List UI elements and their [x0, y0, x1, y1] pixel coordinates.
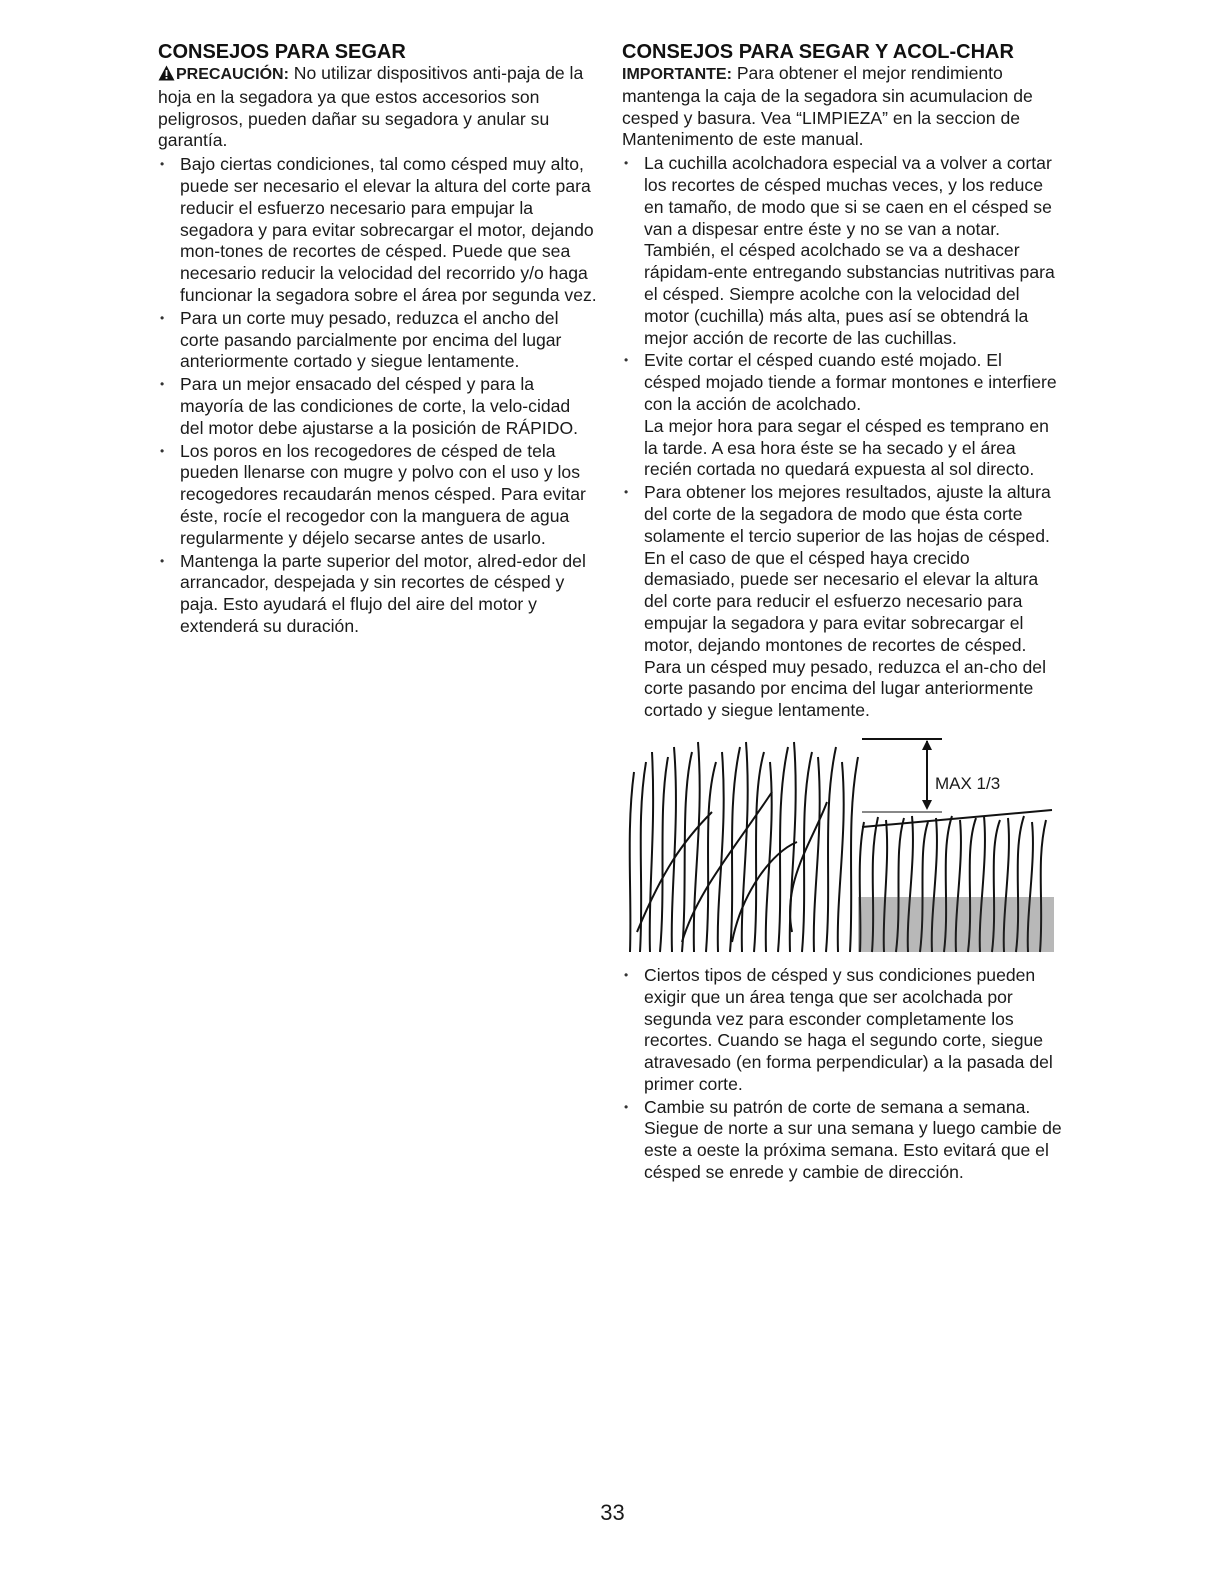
list-item-text: Para obtener los mejores resultados, ajuste la altura del corte de la segadora de modo que ésta corte solamente el tercio superior de las hojas de césped. En el caso de que el césped haya crecido demasiado, puede ser necesario el elevar la altura del corte para reducir el esfuerzo necesario para empujar la segadora y para evitar sobrecargar el motor, dejando montones de recortes de césped. [644, 482, 1051, 655]
list-item [622, 482, 1062, 722]
caution-paragraph [158, 63, 598, 152]
important-text: Para obtener el mejor rendimiento mantenga la caja de la segadora sin acumulacion de cesped y basura. Vea “LIMPIEZA” en la seccion de Mantenimento de este manual. [622, 63, 1033, 150]
right-column [622, 42, 1062, 1185]
left-column [158, 42, 598, 639]
grass-base-shading [858, 897, 1054, 952]
warning-triangle-icon [158, 65, 175, 87]
list-item-extra-text: La mejor hora para segar el césped es temprano en la tarde. A esa hora éste se ha secado y el área recién cortada no quedará expuesta al sol directo. [644, 415, 1049, 480]
grass-height-illustration [622, 732, 1062, 957]
tall-grass-left [630, 742, 858, 952]
max-one-third-label: MAX 1/3 [935, 773, 1001, 793]
right-bullet-list-top [622, 153, 1062, 722]
list-item-extra-text: Para un césped muy pesado, reduzca el an-cho del corte pasando por encima del lugar anteriormente cortado y siegue lentamente. [644, 656, 1046, 721]
list-item [622, 153, 1062, 349]
dimension-arrow-bottom [922, 800, 932, 810]
list-item: • Los poros en los recogedores de césped de tela pueden llenarse con mugre y polvo con el uso y los recogedores recaudarán menos césped. Para evitar éste, rocíe el recogedor con la manguera de agua regularmente y déjelo secarse antes de usarlo. [158, 441, 598, 550]
page-number: 33 [600, 1500, 625, 1525]
caution-text: No utilizar dispositivos anti-paja de la hoja en la segadora ya que estos accesorios son peligrosos, pueden dañar su segadora y anular su garantía. [158, 63, 584, 151]
list-item: • Mantenga la parte superior del motor, alred-edor del arrancador, despejada y sin recortes de césped y paja. Esto ayudará el flujo del aire del motor y extenderá su duración. [158, 551, 598, 638]
important-paragraph [622, 63, 1062, 151]
list-item: • Para un mejor ensacado del césped y para la mayoría de las condiciones de corte, la velo-cidad del motor debe ajustarse a la posición de RÁPIDO. [158, 374, 598, 439]
caution-label: PRECAUCIÓN: [176, 66, 289, 83]
section-title-consejos-para-segar: CONSEJOS PARA SEGAR [158, 41, 406, 63]
list-item: • Para un corte muy pesado, reduzca el ancho del corte pasando parcialmente por encima del lugar anteriormente cortado y siegue lentamente. [158, 308, 598, 373]
list-item [622, 350, 1062, 481]
dimension-arrow-top [922, 740, 932, 750]
list-item-text: La cuchilla acolchadora especial va a volver a cortar los recortes de césped muchas veces, y los reduce en tamaño, de modo que si se caen en el césped se van a dispesar entre éste y no se van a notar. También, el césped acolchado se va a deshacer rápidam-ente entregando substancias nutritivas para el césped. Siempre acolche con la velocidad del motor (cuchilla) más alta, pues así se obtendrá la mejor acción de recorte de las cuchillas. [644, 153, 1055, 348]
left-bullet-list [158, 154, 598, 638]
list-item: • Ciertos tipos de césped y sus condiciones pueden exigir que un área tenga que ser acolchada por segunda vez para esconder completamente los recortes. Cuando se haga el segundo corte, siegue atravesado (en forma perpendicular) a la pasada del primer corte. [622, 965, 1062, 1096]
grass-illustration-svg [622, 732, 1062, 957]
list-item: • Bajo ciertas condiciones, tal como césped muy alto, puede ser necesario el elevar la altura del corte para reducir el esfuerzo necesario para empujar la segadora y para evitar sobrecargar el motor, dejando mon-tones de recortes de césped. Puede que sea necesario reducir la velocidad del recorrido y/o haga funcionar la segadora sobre el área por segunda vez. [158, 154, 598, 307]
list-item-text: Evite cortar el césped cuando esté mojado. El césped mojado tiende a formar montones e interfiere con la acción de acolchado. [644, 350, 1057, 414]
list-item: • Cambie su patrón de corte de semana a semana. Siegue de norte a sur una semana y luego cambie de este a oeste la próxima semana. Esto evitará que el césped se enrede y cambie de dirección. [622, 1097, 1062, 1184]
right-bullet-list-bottom [622, 965, 1062, 1184]
section-title-consejos-para-segar-y-acolchar: CONSEJOS PARA SEGAR Y ACOL-CHAR [622, 41, 1014, 63]
important-label: IMPORTANTE: [622, 66, 732, 83]
